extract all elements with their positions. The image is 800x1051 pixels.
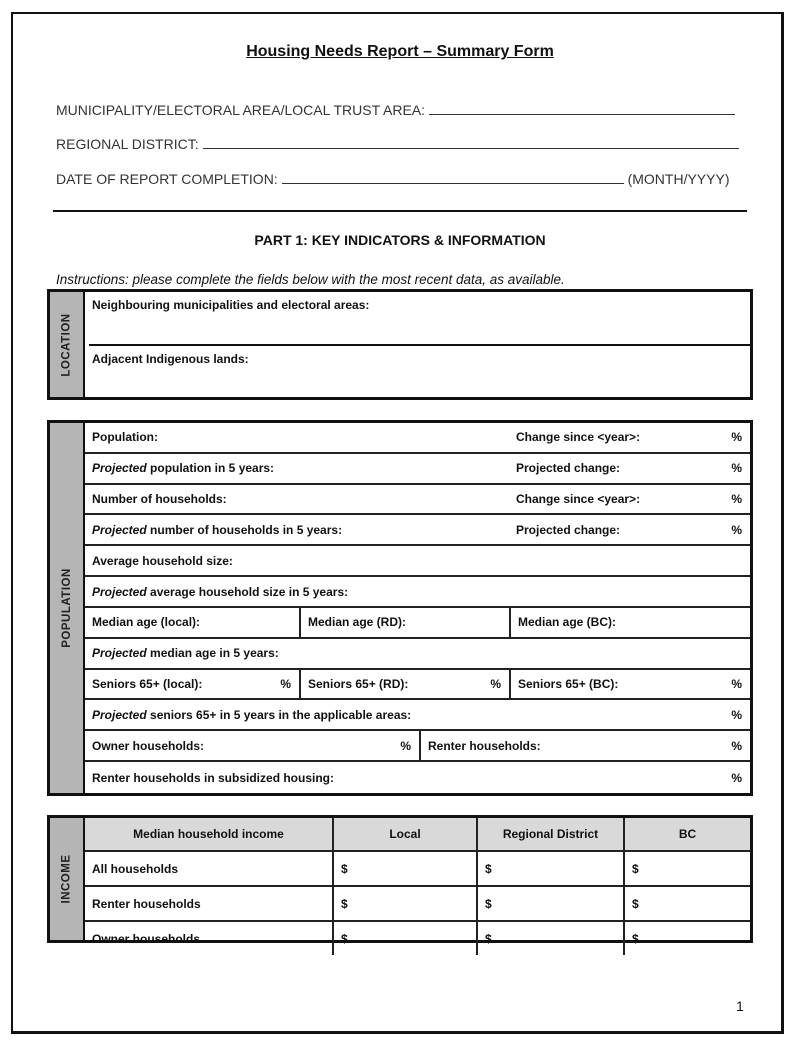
neighbouring-areas-field[interactable]: [89, 292, 750, 346]
row-label-owner-households: Owner households: [85, 921, 333, 955]
seniors-rd-field[interactable]: [299, 670, 509, 699]
percent-sign: %: [731, 738, 742, 753]
renter-subsidized-label: Renter households in subsidized housing:: [92, 770, 335, 785]
report-date-label: DATE OF REPORT COMPLETION:: [56, 171, 278, 187]
population-side-label: [50, 423, 85, 793]
median-age-rd-label: Median age (RD):: [308, 615, 407, 630]
location-side-label: [50, 292, 85, 397]
indigenous-lands-field[interactable]: [85, 346, 750, 398]
income-side-text: INCOME: [60, 854, 73, 904]
households-change-field[interactable]: [509, 485, 750, 514]
median-age-rd-field[interactable]: [299, 608, 509, 637]
projected-avg-household-size-label: average household size in 5 years:: [150, 584, 349, 599]
income-header-row: [85, 818, 750, 851]
regional-district-input[interactable]: [203, 135, 739, 149]
income-renter-bc-input[interactable]: $: [624, 886, 750, 921]
form-title: [0, 43, 800, 61]
regional-district-label: REGIONAL DISTRICT:: [56, 136, 199, 152]
renter-subsidized-field[interactable]: [85, 762, 750, 793]
projected-word: Projected: [92, 522, 147, 537]
income-owner-rd-input[interactable]: $: [477, 921, 624, 955]
income-section: [47, 815, 753, 946]
seniors-local-field[interactable]: [85, 670, 299, 699]
header-divider: [53, 210, 747, 212]
percent-sign: %: [731, 522, 742, 537]
municipality-field: [56, 101, 735, 118]
projected-households-row: [85, 515, 750, 546]
owner-households-field[interactable]: [85, 731, 419, 760]
report-date-format-hint: (MONTH/YYYY): [627, 171, 730, 187]
households-label: Number of households:: [92, 492, 227, 507]
projected-median-age-row: [85, 639, 750, 670]
projected-avg-household-size-row: [85, 577, 750, 608]
percent-sign: %: [731, 492, 742, 507]
projected-median-age-label: median age in 5 years:: [150, 646, 279, 661]
population-label: Population:: [92, 430, 158, 445]
population-row: [85, 423, 750, 454]
column-header-bc: BC: [624, 818, 750, 851]
projected-change-label: Projected change:: [516, 461, 621, 476]
projected-population-label: population in 5 years:: [150, 461, 275, 476]
avg-household-size-field[interactable]: [85, 546, 750, 575]
table-row: [85, 886, 750, 921]
projected-population-field[interactable]: [85, 454, 509, 483]
percent-sign: %: [731, 707, 742, 722]
projected-households-field[interactable]: [85, 515, 509, 544]
municipality-input[interactable]: [429, 101, 735, 115]
projected-word: Projected: [92, 646, 147, 661]
percent-sign: %: [490, 677, 501, 692]
municipality-label: MUNICIPALITY/ELECTORAL AREA/LOCAL TRUST AREA:: [56, 102, 426, 118]
income-side-label: [50, 818, 85, 940]
report-date-field: [56, 170, 729, 187]
avg-household-size-label: Average household size:: [92, 553, 233, 568]
households-row: [85, 485, 750, 516]
households-change-label: Change since <year>:: [516, 492, 641, 507]
income-renter-local-input[interactable]: $: [333, 886, 477, 921]
projected-seniors-field[interactable]: [85, 700, 750, 729]
column-header-regional-district: Regional District: [477, 818, 624, 851]
seniors-rd-label: Seniors 65+ (RD):: [308, 677, 409, 692]
column-header-local: Local: [333, 818, 477, 851]
projected-avg-household-size-field[interactable]: [85, 577, 750, 606]
population-section: [47, 420, 753, 796]
income-owner-bc-input[interactable]: $: [624, 921, 750, 955]
renter-households-label: Renter households:: [428, 738, 541, 753]
median-age-bc-label: Median age (BC):: [518, 615, 617, 630]
income-all-bc-input[interactable]: $: [624, 851, 750, 886]
projected-seniors-label: seniors 65+ in 5 years in the applicable areas:: [150, 707, 412, 722]
form-title-text: Housing Needs Report – Summary Form: [246, 43, 554, 60]
indigenous-lands-label: Adjacent Indigenous lands:: [92, 351, 249, 366]
income-owner-local-input[interactable]: $: [333, 921, 477, 955]
population-side-text: POPULATION: [60, 568, 73, 648]
row-label-renter-households: Renter households: [85, 886, 333, 921]
projected-households-label: number of households in 5 years:: [150, 522, 343, 537]
seniors-row: [85, 670, 750, 701]
percent-sign: %: [731, 677, 742, 692]
instructions-text: Instructions: please complete the fields below with the most recent data, as available.: [56, 272, 565, 287]
renter-households-field[interactable]: [419, 731, 750, 760]
median-age-bc-field[interactable]: [509, 608, 750, 637]
table-row: [85, 921, 750, 955]
income-renter-rd-input[interactable]: $: [477, 886, 624, 921]
households-field[interactable]: [85, 485, 509, 514]
tenure-row: [85, 731, 750, 762]
percent-sign: %: [731, 430, 742, 445]
income-table: [85, 818, 750, 955]
subsidized-housing-row: [85, 762, 750, 793]
row-label-all-households: All households: [92, 861, 179, 876]
percent-sign: %: [400, 738, 411, 753]
population-change-field[interactable]: [509, 423, 750, 452]
income-all-rd-input[interactable]: $: [477, 851, 624, 886]
projected-population-change-field[interactable]: [509, 454, 750, 483]
owner-households-label: Owner households:: [92, 738, 205, 753]
median-age-local-label: Median age (local):: [92, 615, 201, 630]
percent-sign: %: [731, 461, 742, 476]
projected-households-change-field[interactable]: [509, 515, 750, 544]
projected-median-age-field[interactable]: [85, 639, 750, 668]
income-all-local-input[interactable]: $: [333, 851, 477, 886]
report-date-input[interactable]: [282, 170, 624, 184]
column-header-median-income: Median household income: [85, 818, 333, 851]
projected-word: Projected: [92, 461, 147, 476]
table-row: [85, 851, 750, 886]
projected-population-row: [85, 454, 750, 485]
seniors-bc-label: Seniors 65+ (BC):: [518, 677, 619, 692]
regional-district-field: [56, 135, 739, 152]
projected-word: Projected: [92, 707, 147, 722]
projected-change-label: Projected change:: [516, 522, 621, 537]
seniors-local-label: Seniors 65+ (local):: [92, 677, 203, 692]
location-section: [47, 289, 753, 400]
location-side-text: LOCATION: [60, 312, 73, 377]
percent-sign: %: [280, 677, 291, 692]
seniors-bc-field[interactable]: [509, 670, 750, 699]
percent-sign: %: [731, 770, 742, 785]
page-number: 1: [736, 998, 744, 1014]
part1-heading: PART 1: KEY INDICATORS & INFORMATION: [254, 232, 546, 248]
population-change-label: Change since <year>:: [516, 430, 641, 445]
median-age-row: [85, 608, 750, 639]
population-field[interactable]: [85, 423, 509, 452]
avg-household-size-row: [85, 546, 750, 577]
median-age-local-field[interactable]: [85, 608, 299, 637]
projected-seniors-row: [85, 700, 750, 731]
neighbouring-areas-label: Neighbouring municipalities and electoral areas:: [92, 298, 370, 312]
projected-word: Projected: [92, 584, 147, 599]
